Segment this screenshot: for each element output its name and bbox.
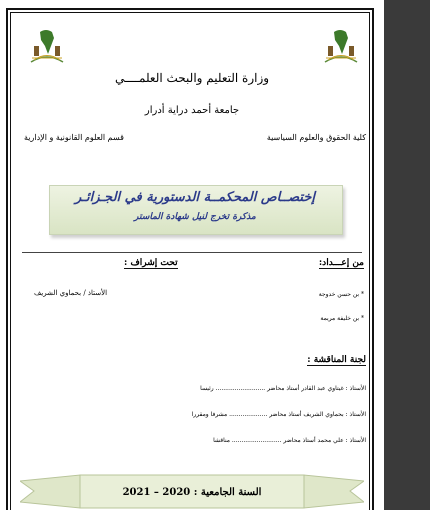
committee-member: الأستاذ : غيتاوي عبد القادر أستاذ محاضر .......................... رئيسا [200,385,366,392]
authors-heading: من إعـــداد: [318,258,364,268]
faculty-name: كلية الحقوق والعلوم السياسية [266,133,366,142]
department-name: قسم العلوم القانونية و الإدارية [24,133,124,142]
page-border-inner [10,12,370,510]
section-divider [22,252,362,253]
university-name: جامعة أحمد دراية أدرار [144,105,240,116]
thesis-subtitle: مذكرة تخرج لنيل شهادة الماستر [134,212,256,222]
committee-heading: لجنة المناقشة : [307,355,366,365]
committee-member: الأستاذ : بحماوي الشريف أستاذ محاضر .................... مشرفا ومقررا [191,411,366,418]
thesis-title: إختصــاص المحكمــة الدستورية في الجـزائـر [74,190,315,205]
committee-member: الأستاذ : علي محمد أستاذ محاضر .......................... مناقشا [213,437,366,444]
university-logo-right [322,24,360,70]
supervisor-name: الأستاذ / بحماوي الشريف [34,289,108,297]
author-item: * بن خليفة مريمة [320,315,364,322]
ministry-name: وزارة التعليم والبحث العلمــــي [114,71,270,85]
academic-year: السنة الجامعية : 2020 – 2021 [122,487,262,498]
university-logo-left [28,24,66,70]
author-item: * بن حسن خدوجة [318,291,364,298]
supervisor-heading: تحت إشراف : [124,258,178,268]
